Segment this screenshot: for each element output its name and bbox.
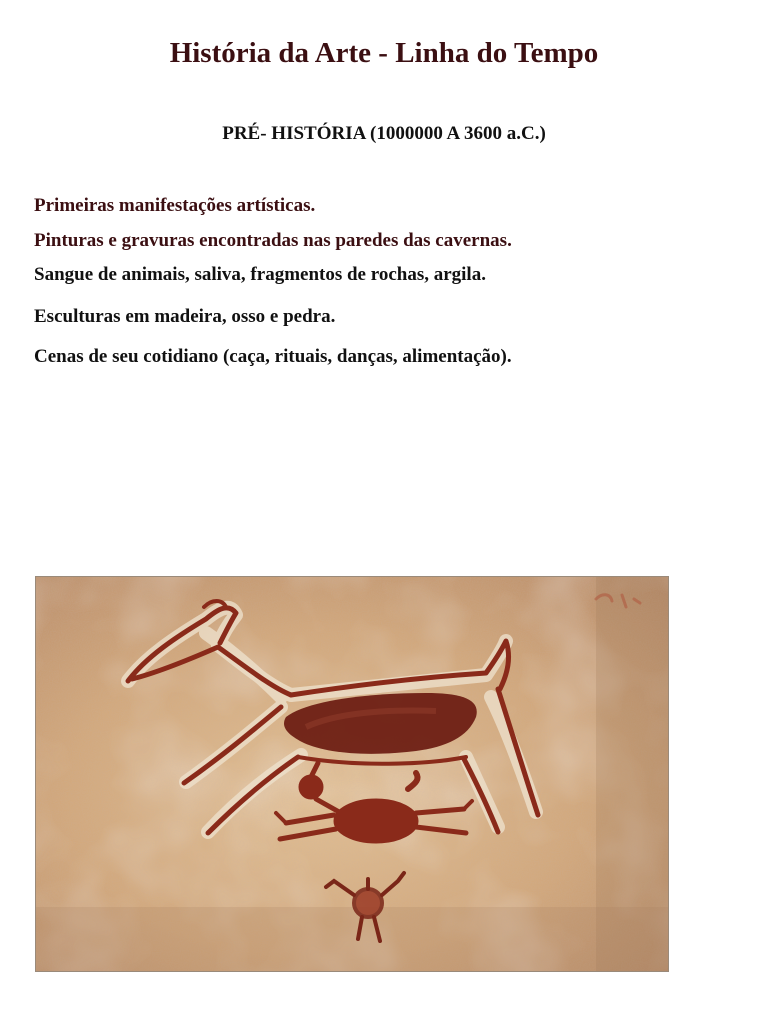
- text-line-cenas-cotidiano: Cenas de seu cotidiano (caça, rituais, danças, alimentação).: [34, 346, 512, 367]
- text-line-materiais: Sangue de animais, saliva, fragmentos de rochas, argila.: [34, 264, 486, 285]
- section-heading: PRÉ- HISTÓRIA (1000000 A 3600 a.C.): [222, 123, 546, 144]
- text-line-esculturas: Esculturas em madeira, osso e pedra.: [34, 306, 336, 327]
- cave-painting-image: [35, 576, 669, 972]
- text-line-pinturas-gravuras: Pinturas e gravuras encontradas nas paredes das cavernas.: [34, 230, 512, 251]
- page-title: História da Arte - Linha do Tempo: [169, 37, 599, 69]
- text-line-primeiras-manifestacoes: Primeiras manifestações artísticas.: [34, 195, 316, 216]
